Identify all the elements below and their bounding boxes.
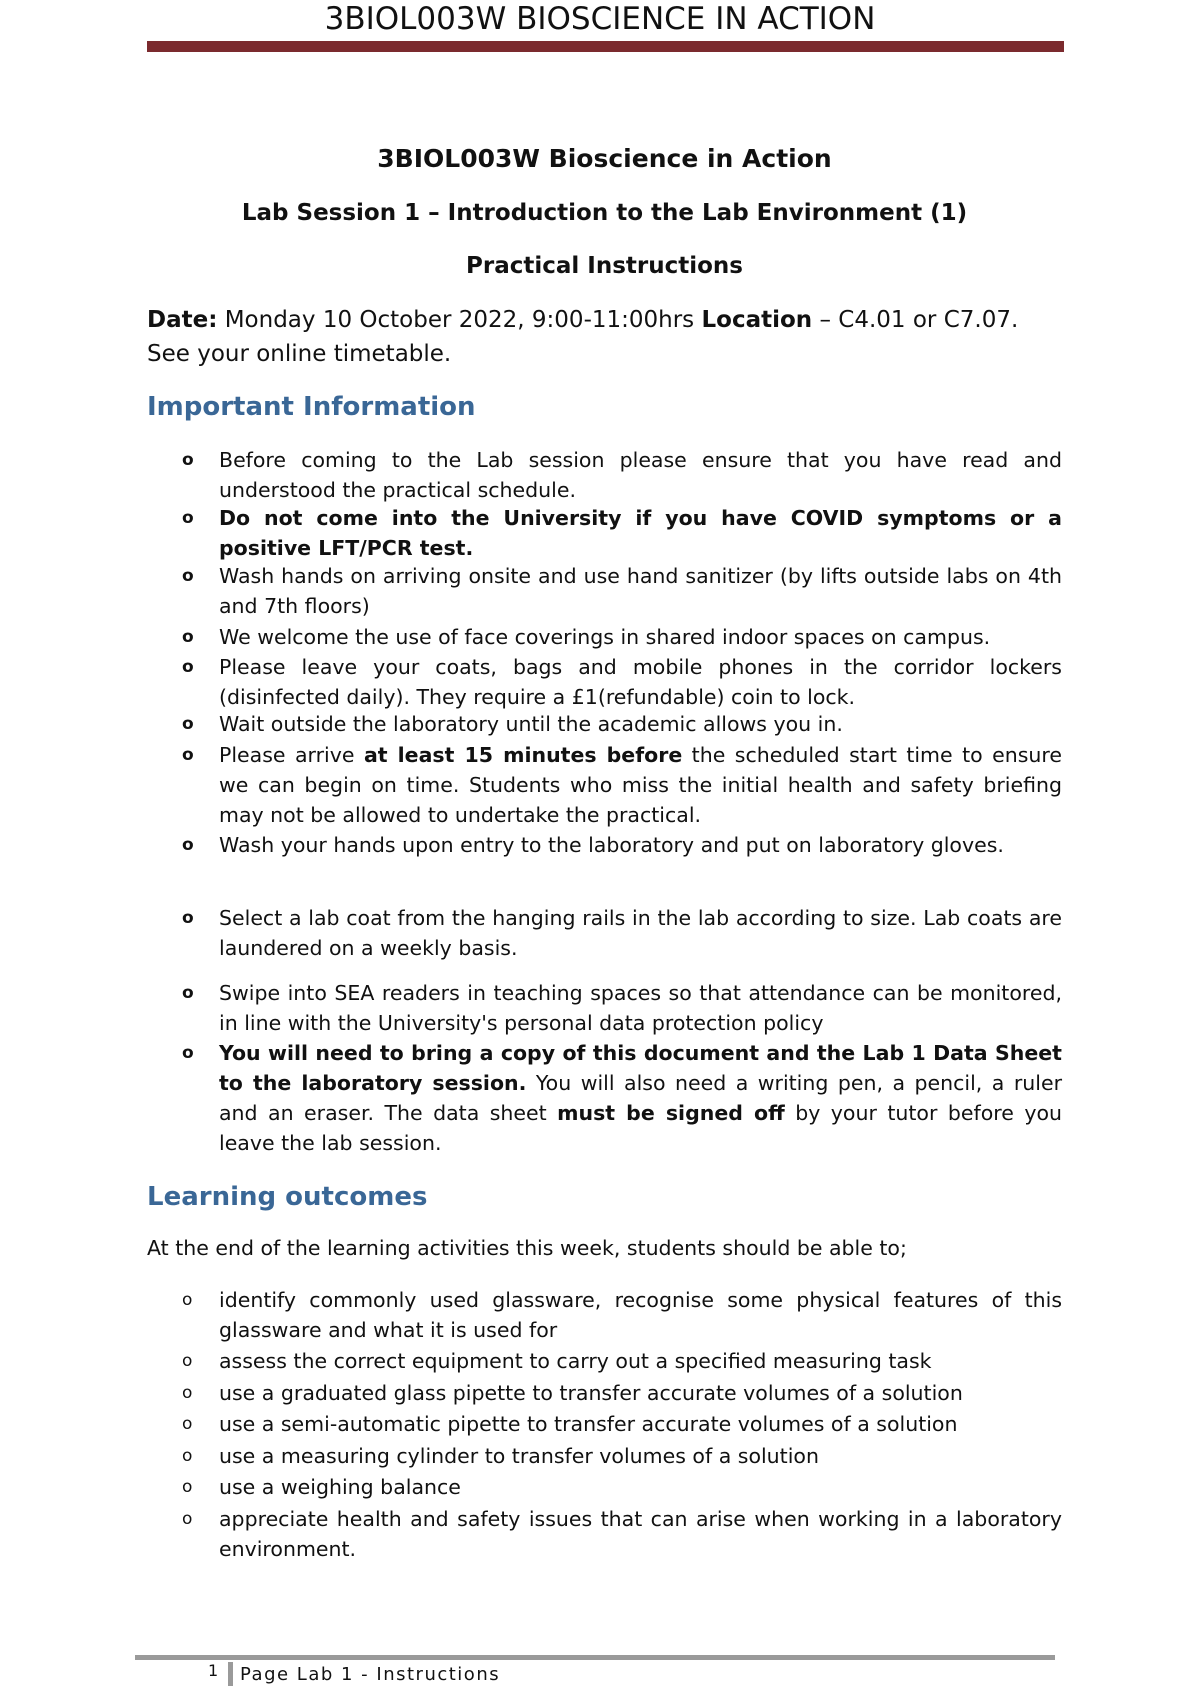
- list-item: o Please leave your coats, bags and mobile phones in the corridor lockers (disinfected daily). They require a £1(refundable) coin to lock.: [147, 652, 1062, 712]
- footer-rule: [135, 1655, 1055, 1660]
- page-number: 1: [208, 1661, 219, 1680]
- list-item: o Please arrive at least 15 minutes before the scheduled start time to ensure we can begin on time. Students who miss the initial health and safety briefing may not be allowed to undertake the practical.: [147, 740, 1062, 830]
- list-item: o We welcome the use of face coverings in shared indoor spaces on campus.: [147, 622, 1062, 652]
- list-item: o Do not come into the University if you have COVID symptoms or a positive LFT/PCR test.: [147, 503, 1062, 563]
- list-item: o use a weighing balance: [147, 1472, 1062, 1502]
- list-item: o Wash hands on arriving onsite and use hand sanitizer (by lifts outside labs on 4th and 7th floors): [147, 561, 1062, 621]
- bullet-icon: o: [182, 1477, 193, 1497]
- bullet-icon: o: [182, 1290, 193, 1310]
- list-item: o use a measuring cylinder to transfer volumes of a solution: [147, 1441, 1062, 1471]
- practical-instructions-title: Practical Instructions: [466, 253, 743, 279]
- learning-outcomes-intro: At the end of the learning activities this week, students should be able to;: [147, 1236, 907, 1260]
- list-item: o Before coming to the Lab session please ensure that you have read and understood the practical schedule.: [147, 445, 1062, 505]
- list-item: o use a graduated glass pipette to transfer accurate volumes of a solution: [147, 1378, 1062, 1408]
- list-item: o You will need to bring a copy of this document and the Lab 1 Data Sheet to the laboratory session. You will also need a writing pen, a pencil, a ruler and an eraser. The data sheet must be signed off by your tutor before you leave the lab session.: [147, 1038, 1062, 1158]
- date-value: Monday 10 October 2022, 9:00-11:00hrs: [217, 307, 702, 333]
- header-rule: [147, 41, 1064, 52]
- bullet-icon: o: [182, 1043, 194, 1063]
- document-title: 3BIOL003W Bioscience in Action: [377, 144, 832, 173]
- bullet-icon: o: [182, 835, 194, 855]
- bullet-icon: o: [182, 1383, 193, 1403]
- bullet-icon: o: [182, 714, 194, 734]
- list-item: o Wait outside the laboratory until the academic allows you in.: [147, 709, 1062, 739]
- bullet-icon: o: [182, 627, 194, 647]
- bullet-icon: o: [182, 1414, 193, 1434]
- bullet-icon: o: [182, 983, 194, 1003]
- list-item: o use a semi-automatic pipette to transfer accurate volumes of a solution: [147, 1409, 1062, 1439]
- footer-divider: [228, 1662, 233, 1686]
- running-header: 3BIOL003W BIOSCIENCE IN ACTION: [324, 1, 876, 37]
- bullet-icon: o: [182, 566, 194, 586]
- list-item: o assess the correct equipment to carry out a specified measuring task: [147, 1346, 1062, 1376]
- bullet-icon: o: [182, 908, 194, 928]
- list-item: o Wash your hands upon entry to the laboratory and put on laboratory gloves.: [147, 830, 1062, 860]
- bullet-icon: o: [182, 1509, 193, 1529]
- bullet-icon: o: [182, 1351, 193, 1371]
- bullet-icon: o: [182, 657, 194, 677]
- bullet-icon: o: [182, 745, 194, 765]
- learning-outcomes-heading: Learning outcomes: [147, 1182, 428, 1212]
- location-label: Location: [701, 307, 813, 333]
- bullet-icon: o: [182, 508, 194, 528]
- location-value: – C4.01 or C7.07. See your online timetable.: [147, 307, 1019, 367]
- list-item: o Select a lab coat from the hanging rails in the lab according to size. Lab coats are laundered on a weekly basis.: [147, 903, 1062, 963]
- important-information-heading: Important Information: [147, 392, 476, 422]
- bullet-icon: o: [182, 1446, 193, 1466]
- list-item: o Swipe into SEA readers in teaching spaces so that attendance can be monitored, in line with the University's personal data protection policy: [147, 978, 1062, 1038]
- bullet-icon: o: [182, 450, 194, 470]
- session-title: Lab Session 1 – Introduction to the Lab Environment (1): [241, 200, 968, 226]
- list-item: o appreciate health and safety issues that can arise when working in a laboratory environment.: [147, 1504, 1062, 1564]
- date-label: Date:: [147, 307, 218, 333]
- footer-label: Page Lab 1 - Instructions: [240, 1664, 501, 1685]
- list-item: o identify commonly used glassware, recognise some physical features of this glassware and what it is used for: [147, 1285, 1062, 1345]
- date-location-paragraph: [147, 303, 1062, 371]
